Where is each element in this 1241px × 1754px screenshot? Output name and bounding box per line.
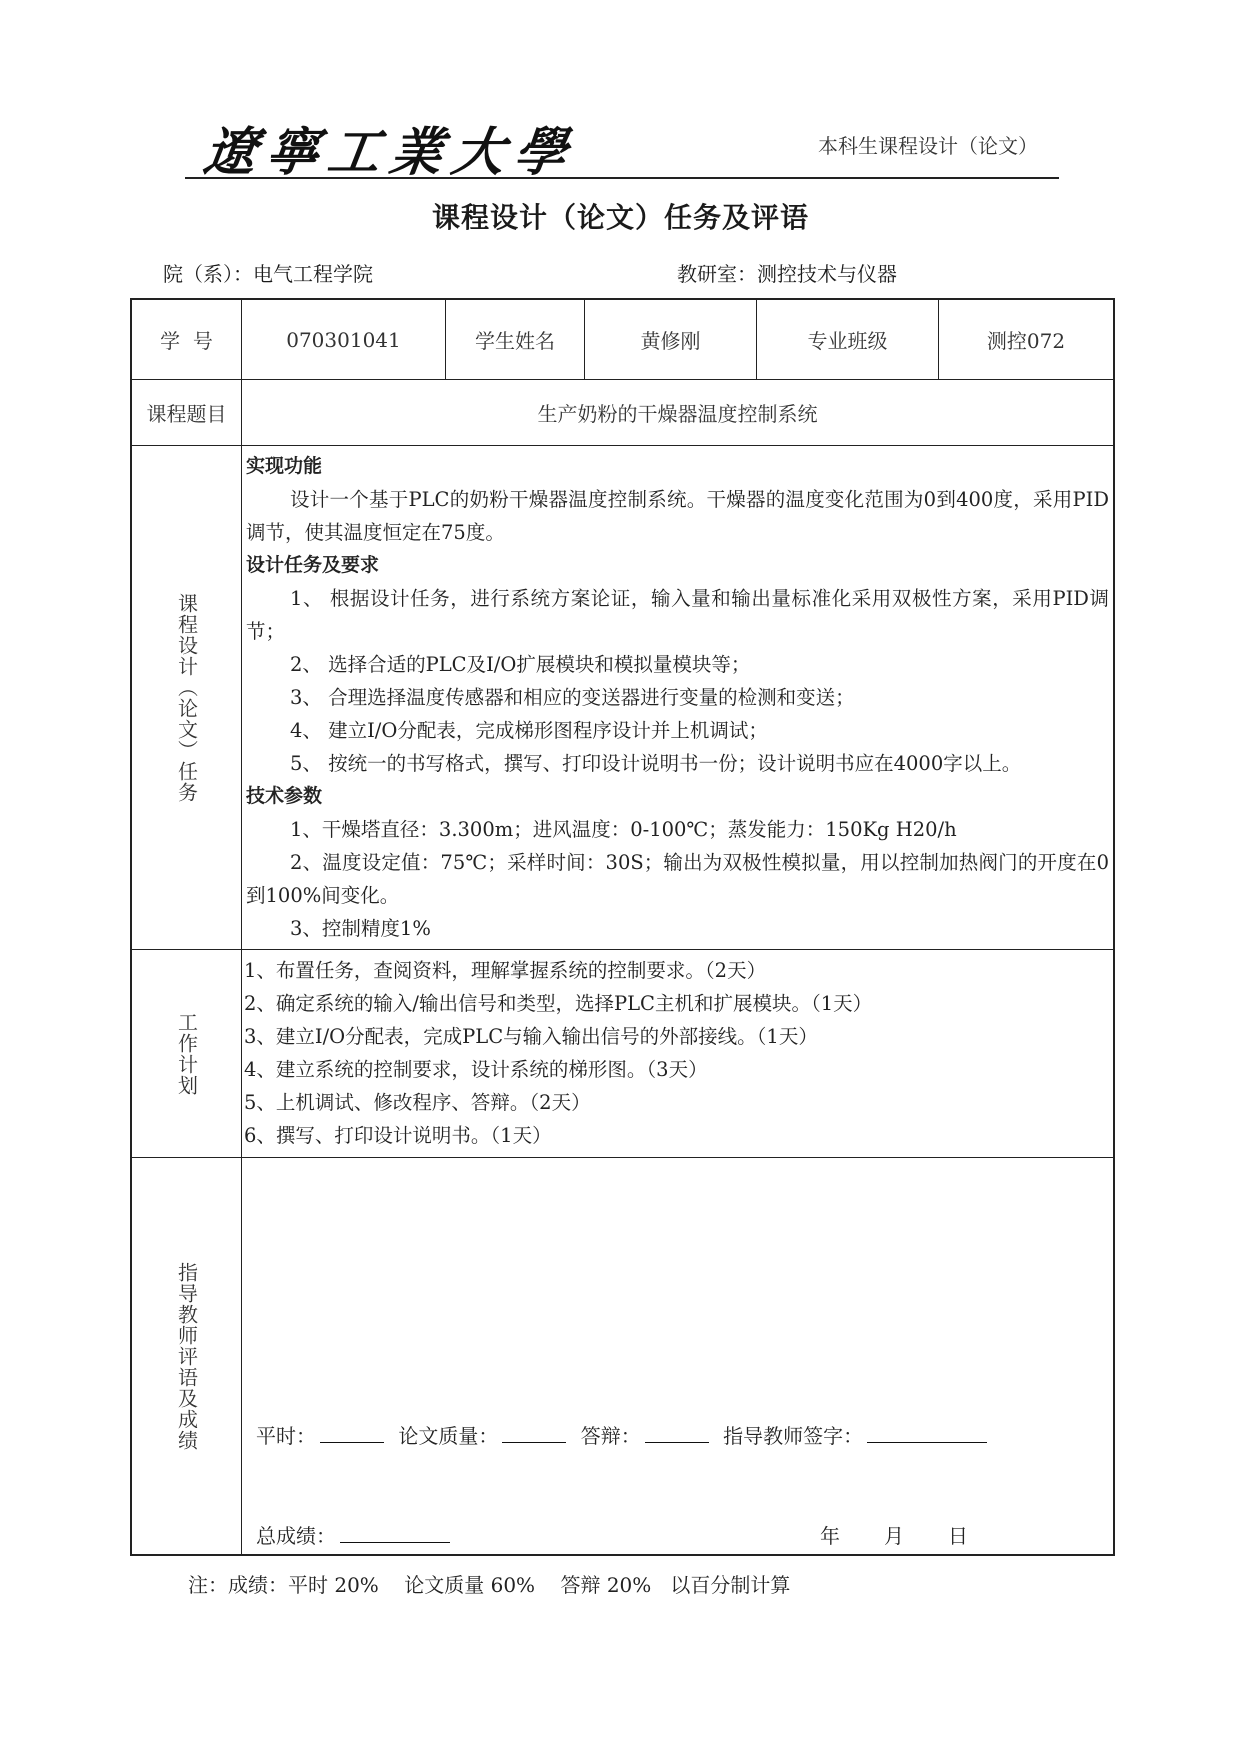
usual-score-field[interactable] [320,1424,384,1443]
year-label: 年 [820,1524,840,1548]
requirement-item: 3、 合理选择温度传感器和相应的变送器进行变量的检测和变送； [290,686,855,709]
total-score-line [256,1520,458,1553]
requirement-item: 4、 建立I/O分配表，完成梯形图程序设计并上机调试； [290,719,768,742]
requirement-item: 2、 选择合适的PLC及I/O扩展模块和模拟量模块等； [290,653,751,676]
function-heading: 实现功能 [246,455,323,477]
university-logo: 遼寧工業大學 [200,122,581,183]
grading-note: 注：成绩：平时 20% 论文质量 60% 答辩 20% 以百分制计算 [188,1573,791,1597]
signature-label: 指导教师签字： [723,1424,864,1448]
plan-row [132,950,1113,1158]
topic-row [132,380,1113,446]
office-label: 教研室：测控技术与仪器 [677,262,897,286]
class-value: 测控072 [986,329,1066,353]
student-info-row [132,300,1113,380]
plan-item: 1、布置任务，查阅资料，理解掌握系统的控制要求。（2天） [244,959,767,982]
quality-score-label: 论文质量： [398,1424,499,1448]
plan-item: 2、确定系统的输入/输出信号和类型，选择PLC主机和扩展模块。（1天） [244,992,873,1015]
comments-content [242,1158,1113,1554]
defense-score-label: 答辩： [580,1424,641,1448]
total-score-field[interactable] [340,1524,450,1543]
plan-item: 3、建立I/O分配表，完成PLC与输入输出信号的外部接线。（1天） [244,1025,818,1048]
comments-label: 指导教师评语及成绩 [132,1158,242,1554]
student-name-label: 学生姓名 [446,300,585,379]
comments-row [132,1158,1113,1554]
task-label: 课程设计（论文）任务 [132,446,242,949]
topic-label: 课程题目 [132,380,242,445]
task-content [242,446,1113,949]
task-row [132,446,1113,950]
class-label: 专业班级 [757,300,939,379]
defense-score-field[interactable] [645,1424,709,1443]
tech-param-item: 2、温度设定值：75℃；采样时间：30S；输出为双极性模拟量，用以控制加热阀门的开度在0到100%间变化。 [246,851,1109,907]
usual-score-label: 平时： [256,1424,316,1448]
requirement-item: 5、 按统一的书写格式，撰写、打印设计说明书一份；设计说明书应在4000字以上。 [290,752,1022,775]
department-label: 院（系）：电气工程学院 [163,262,373,286]
student-id-value: 070301041 [242,300,446,379]
score-line [256,1420,995,1453]
requirements-heading: 设计任务及要求 [246,554,380,576]
page-title: 课程设计（论文）任务及评语 [431,201,809,234]
tech-param-item: 3、控制精度1% [290,917,431,940]
quality-score-field[interactable] [502,1424,566,1443]
function-paragraph: 设计一个基于PLC的奶粉干燥器温度控制系统。干燥器的温度变化范围为0到400度，采用PID调节，使其温度恒定在75度。 [246,488,1109,544]
plan-item: 4、建立系统的控制要求，设计系统的梯形图。（3天） [244,1058,708,1081]
date-line [820,1520,968,1553]
tech-params-heading: 技术参数 [246,785,323,807]
plan-item: 6、撰写、打印设计说明书。（1天） [244,1124,552,1147]
header-rule [185,177,1059,179]
total-score-label: 总成绩： [256,1524,336,1548]
month-label: 月 [884,1524,904,1548]
signature-field[interactable] [867,1424,987,1443]
day-label: 日 [948,1524,968,1548]
plan-content [242,950,1113,1157]
task-table [130,298,1115,1556]
tech-param-item: 1、干燥塔直径：3.300m；进风温度：0-100℃；蒸发能力：150Kg H20/h [290,818,957,841]
plan-item: 5、上机调试、修改程序、答辩。（2天） [244,1091,591,1114]
student-id-label: 学 号 [132,300,242,379]
plan-label: 工作计划 [132,950,242,1157]
topic-value: 生产奶粉的干燥器温度控制系统 [537,402,818,426]
document-type: 本科生课程设计（论文） [818,134,1038,158]
student-name-value: 黄修刚 [585,300,757,379]
requirement-item: 1、 根据设计任务，进行系统方案论证，输入量和输出量标准化采用双极性方案，采用PID调节； [246,587,1109,643]
